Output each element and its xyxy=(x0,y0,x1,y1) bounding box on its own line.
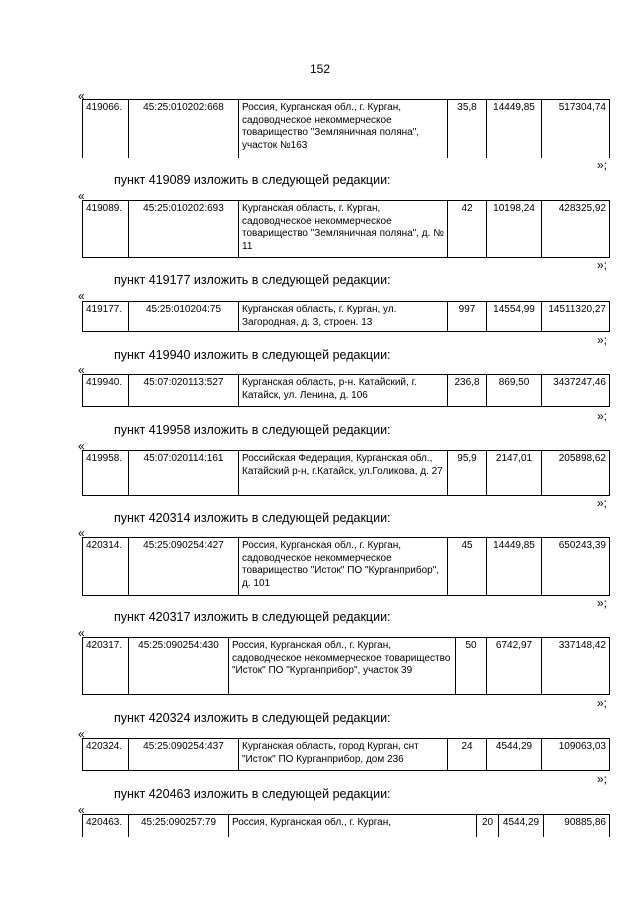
quote-close: »; xyxy=(597,333,608,347)
quote-close: »; xyxy=(597,409,608,423)
rate: 4544,29 xyxy=(499,815,544,837)
cadastral-value: 517304,74 xyxy=(542,100,610,158)
rate: 14449,85 xyxy=(487,538,542,596)
rate: 6742,97 xyxy=(487,638,542,695)
quote-close: »; xyxy=(597,496,608,510)
cadastral-value: 205898,62 xyxy=(542,451,610,496)
quote-open: « xyxy=(78,439,85,453)
address: Россия, Курганская обл., г. Курган, садоводческое некоммерческое товарищество "Земляничная поляна", участок №163 xyxy=(239,100,448,158)
cadastral-value: 3437247,46 xyxy=(542,375,610,407)
quote-open: « xyxy=(78,363,85,377)
rate: 14449,85 xyxy=(487,100,542,158)
table-row xyxy=(82,200,610,258)
cadastral-number: 45:25:010204:75 xyxy=(129,302,239,332)
cadastral-number: 45:07:020114:161 xyxy=(129,451,239,496)
cadastral-value: 428325,92 xyxy=(542,201,610,258)
area: 50 xyxy=(456,638,487,695)
table-row xyxy=(82,814,610,837)
area: 24 xyxy=(448,739,487,771)
row-number: 420314. xyxy=(83,538,129,596)
address: Курганская область, р-н. Катайский, г. Катайск, ул. Ленина, д. 106 xyxy=(239,375,448,407)
quote-open: « xyxy=(78,289,85,303)
row-number: 420324. xyxy=(83,739,129,771)
row-number: 420463. xyxy=(83,815,129,837)
instruction-text: пункт 419940 изложить в следующей редакции: xyxy=(114,348,391,362)
cadastral-value: 109063,03 xyxy=(542,739,610,771)
quote-open: « xyxy=(78,803,85,817)
area: 95,9 xyxy=(448,451,487,496)
rate: 869,50 xyxy=(487,375,542,407)
cadastral-number: 45:25:090254:437 xyxy=(129,739,239,771)
quote-close: »; xyxy=(597,158,608,172)
address: Курганская область, город Курган, снт "Исток" ПО Курганприбор, дом 236 xyxy=(239,739,448,771)
cadastral-value: 90885,86 xyxy=(544,815,610,837)
row-number: 420317. xyxy=(83,638,129,695)
row-number: 419089. xyxy=(83,201,129,258)
row-number: 419958. xyxy=(83,451,129,496)
cadastral-number: 45:07:020113:527 xyxy=(129,375,239,407)
area: 997 xyxy=(448,302,487,332)
cadastral-number: 45:25:090254:427 xyxy=(129,538,239,596)
address: Россия, Курганская обл., г. Курган, садоводческое некоммерческое товарищество "Исток" ПО "Курганприбор", д. 101 xyxy=(239,538,448,596)
quote-close: »; xyxy=(597,696,608,710)
table-row xyxy=(82,374,610,407)
area: 35,8 xyxy=(448,100,487,158)
instruction-text: пункт 419958 изложить в следующей редакции: xyxy=(114,423,391,437)
area: 20 xyxy=(477,815,499,837)
area: 45 xyxy=(448,538,487,596)
instruction-text: пункт 420314 изложить в следующей редакции: xyxy=(114,511,391,525)
cadastral-number: 45:25:090254:430 xyxy=(129,638,229,695)
cadastral-value: 14511320,27 xyxy=(542,302,610,332)
address: Курганская область, г. Курган, ул. Загородная, д. 3, строен. 13 xyxy=(239,302,448,332)
row-number: 419177. xyxy=(83,302,129,332)
quote-open: « xyxy=(78,189,85,203)
area: 42 xyxy=(448,201,487,258)
instruction-text: пункт 419089 изложить в следующей редакции: xyxy=(114,173,391,187)
quote-open: « xyxy=(78,526,85,540)
table-row xyxy=(82,450,610,496)
address: Курганская область, г. Курган, садоводческое некоммерческое товарищество "Земляничная поляна", д. № 11 xyxy=(239,201,448,258)
page-number: 152 xyxy=(309,62,331,76)
address: Россия, Курганская обл., г. Курган, xyxy=(229,815,477,837)
quote-open: « xyxy=(78,727,85,741)
rate: 2147,01 xyxy=(487,451,542,496)
table-row xyxy=(82,537,610,596)
quote-close: »; xyxy=(597,258,608,272)
quote-open: « xyxy=(78,89,85,103)
cadastral-value: 650243,39 xyxy=(542,538,610,596)
address: Российская Федерация, Курганская обл., Катайский р-н, г.Катайск, ул.Голикова, д. 27 xyxy=(239,451,448,496)
row-number: 419066. xyxy=(83,100,129,158)
rate: 14554,99 xyxy=(487,302,542,332)
cadastral-number: 45:25:010202:693 xyxy=(129,201,239,258)
quote-close: »; xyxy=(597,772,608,786)
table-row xyxy=(82,301,610,332)
row-number: 419940. xyxy=(83,375,129,407)
instruction-text: пункт 420324 изложить в следующей редакции: xyxy=(114,711,391,725)
rate: 10198,24 xyxy=(487,201,542,258)
cadastral-number: 45:25:090257:79 xyxy=(129,815,229,837)
quote-open: « xyxy=(78,626,85,640)
table-row xyxy=(82,99,610,158)
cadastral-number: 45:25:010202:668 xyxy=(129,100,239,158)
cadastral-value: 337148,42 xyxy=(542,638,610,695)
instruction-text: пункт 420463 изложить в следующей редакции: xyxy=(114,787,391,801)
instruction-text: пункт 419177 изложить в следующей редакции: xyxy=(114,273,391,287)
address: Россия, Курганская обл., г. Курган, садоводческое некоммерческое товарищество "Исток" ПО "Курганприбор", участок 39 xyxy=(229,638,456,695)
instruction-text: пункт 420317 изложить в следующей редакции: xyxy=(114,610,391,624)
table-row xyxy=(82,738,610,771)
rate: 4544,29 xyxy=(487,739,542,771)
area: 236,8 xyxy=(448,375,487,407)
table-row xyxy=(82,637,610,695)
quote-close: »; xyxy=(597,596,608,610)
